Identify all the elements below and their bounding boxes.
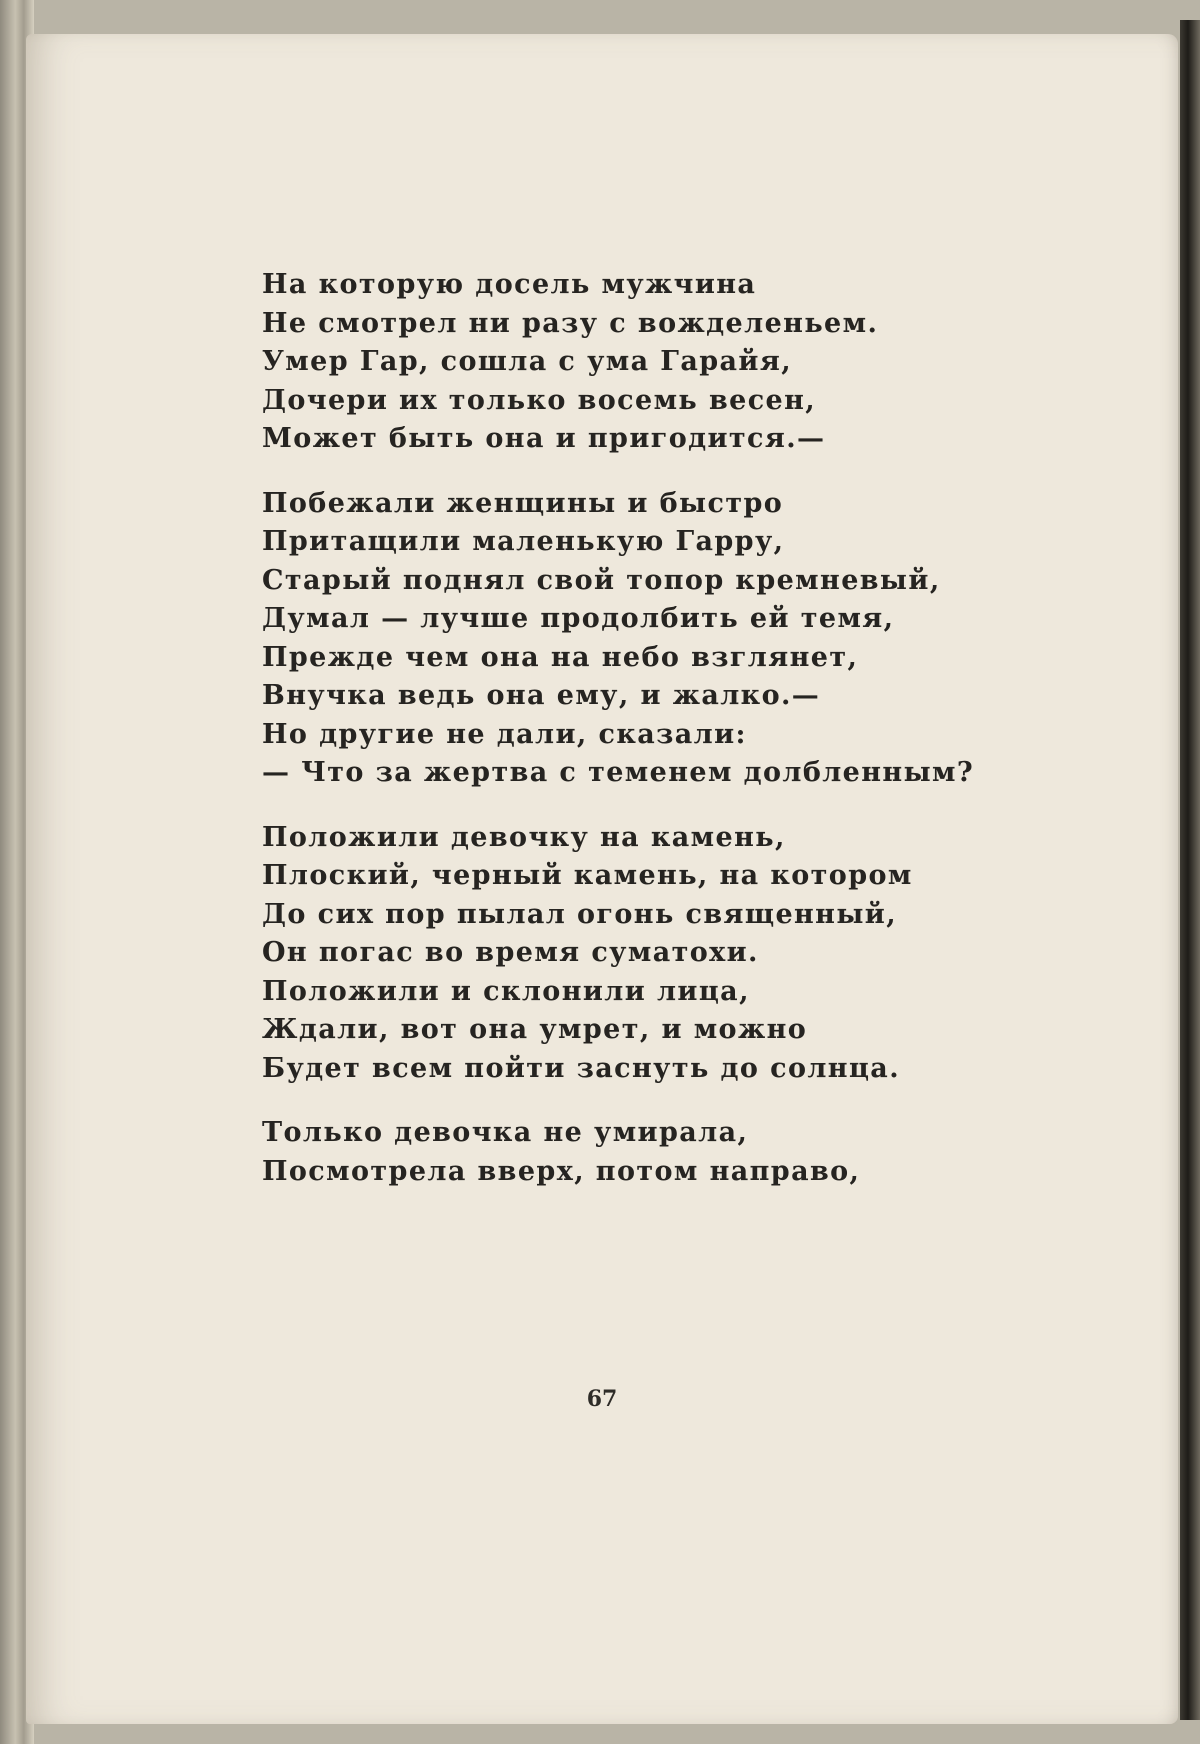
poem-line: Ждали, вот она умрет, и можно — [262, 1014, 808, 1045]
poem-line: Посмотрела вверх, потом направо, — [262, 1155, 861, 1187]
poem-line: Он погас во время суматохи. — [262, 937, 759, 968]
poem-line: Только девочка не умирала, — [262, 1117, 749, 1148]
stanza-3 — [262, 819, 982, 1089]
poem-line: Умер Гар, сошла с ума Гарайя, — [262, 346, 792, 377]
poem-line: Но другие не дали, сказали: — [262, 718, 747, 750]
stanza-1 — [262, 266, 982, 459]
book-edge — [1180, 20, 1200, 1720]
poem-line: На которую досель мужчина — [262, 269, 757, 300]
poem-line: Не смотрел ни разу с вожделеньем. — [262, 307, 879, 339]
poem-line: Побежали женщины и быстро — [262, 487, 784, 519]
poem-line: Внучка ведь она ему, и жалко.— — [262, 680, 821, 711]
poem-line: Положили и склонили лица, — [262, 975, 750, 1007]
poem-line: Думал — лучше продолбить ей темя, — [262, 603, 895, 634]
poem-line: Старый поднял свой топор кремневый, — [262, 564, 941, 596]
book-page — [26, 34, 1178, 1724]
poem-line: Дочери их только восемь весен, — [262, 384, 817, 416]
stanza-4 — [262, 1114, 982, 1191]
poem-line: Может быть она и пригодится.— — [262, 423, 826, 454]
poem-line: Прежде чем она на небо взглянет, — [262, 641, 859, 673]
stanza-2 — [262, 485, 982, 793]
poem-line: Притащили маленькую Гарру, — [262, 526, 785, 557]
poem-line: Будет всем пойти заснуть до солнца. — [262, 1052, 901, 1084]
page-number: 67 — [586, 1386, 618, 1412]
poem-text — [262, 266, 982, 1217]
poem-line: Плоский, черный камень, на котором — [262, 860, 913, 891]
poem-line: До сих пор пылал огонь священный, — [262, 898, 898, 930]
poem-line: Положили девочку на камень, — [262, 821, 786, 853]
poem-line: — Что за жертва с теменем долбленным? — [262, 757, 975, 788]
